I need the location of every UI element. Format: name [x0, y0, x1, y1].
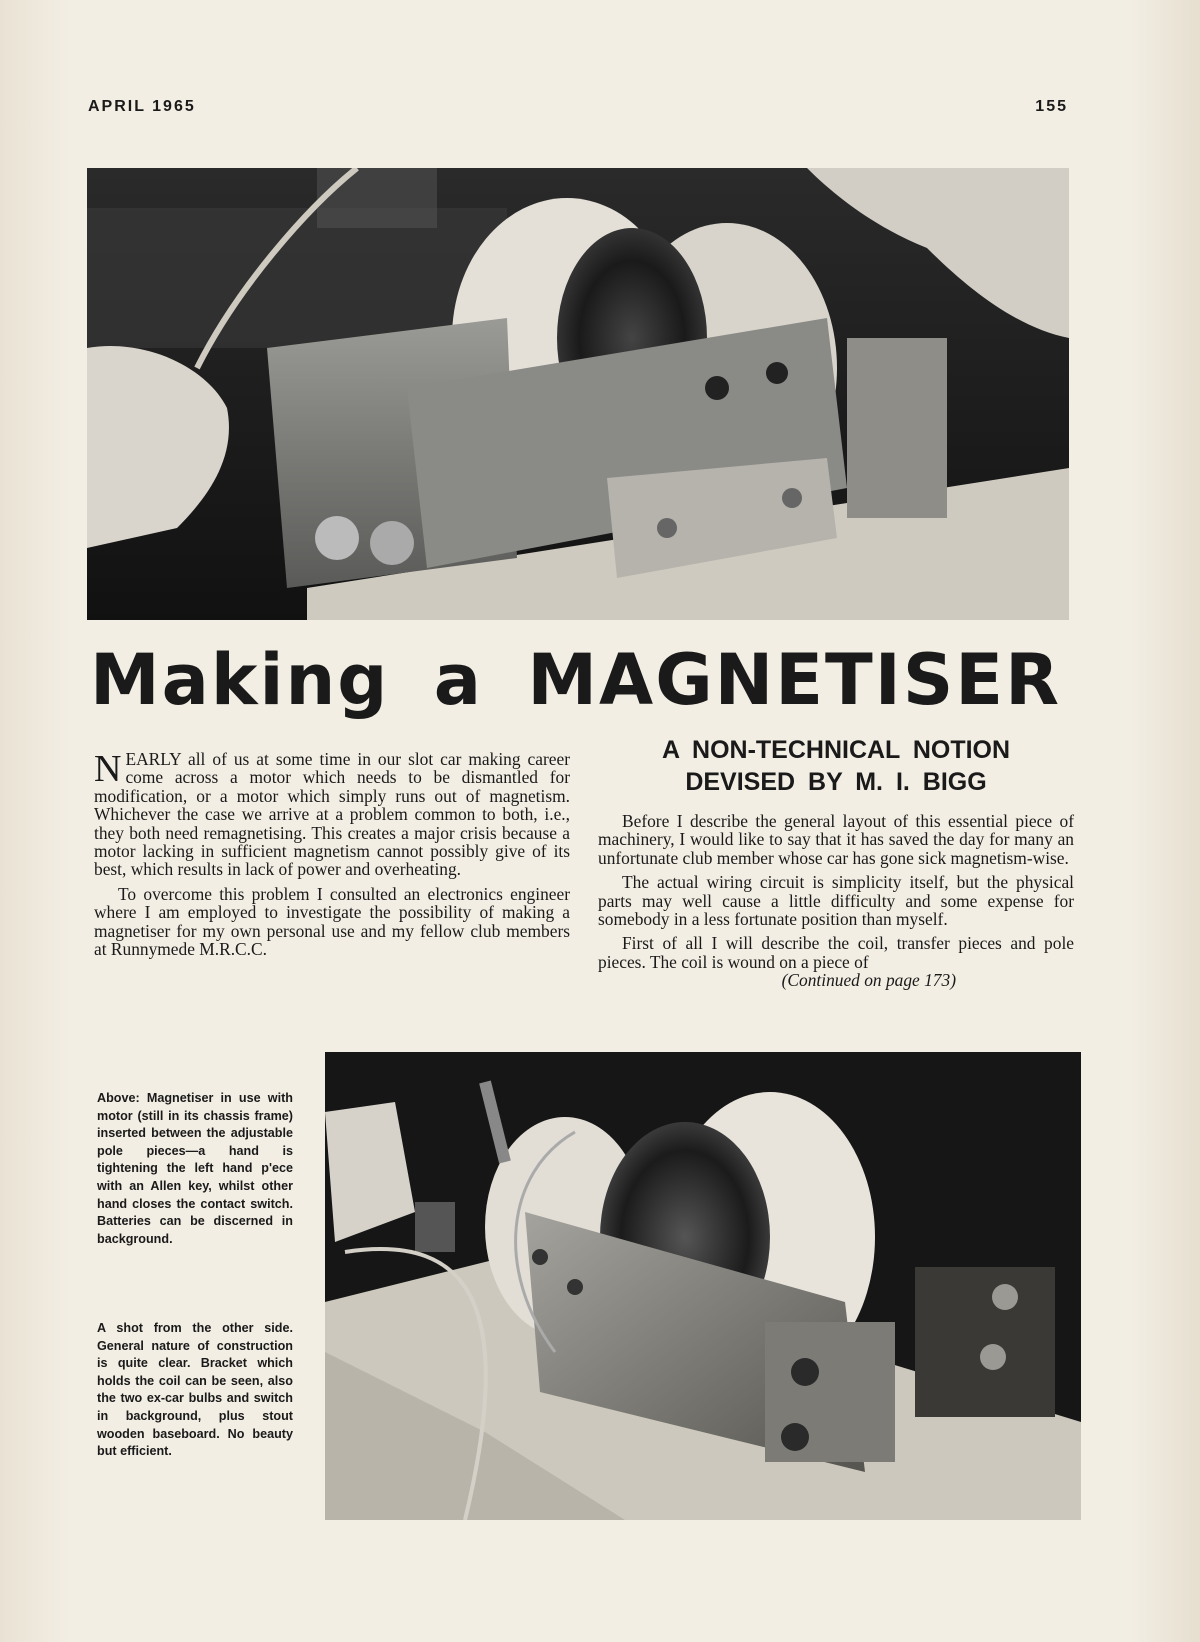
- continued-text: (Continued on page 173): [781, 970, 956, 991]
- subtitle-line-1: A NON-TECHNICAL NOTION: [661, 736, 1011, 764]
- page-number: 155: [1035, 98, 1068, 115]
- subtitle-line-2: DEVISED BY M. I. BIGG: [685, 768, 987, 796]
- paragraph-4: The actual wiring circuit is simplicity itself, but the physical parts may well cause a little difficulty and some expense for somebody in a less fortunate position than myself.: [598, 872, 1074, 930]
- paragraph-5: First of all I will describe the coil, transfer pieces and pole pieces. The coil is wound on a piece of: [598, 933, 1074, 972]
- magnetiser-in-use-image: [87, 168, 1069, 620]
- paragraph-1-text: EARLY all of us at some time in our slot car making career come across a motor which needs to be dismantled for modification, or a motor which simply runs out of magnetism. Whichever the case we arrive at a problem common to both, i.e., they both need remagnetising. This creates a major crisis because a motor lacking in sufficient magnetism cannot possibly give of its best, which results in lack of power and overheating.: [94, 749, 570, 880]
- paragraph-3: Before I describe the general layout of this essential piece of machinery, I would like to say that it has saved the day for many an unfortunate club member whose car has gone sick magnetism-wise.: [598, 811, 1074, 868]
- article-title: Making a MAGNETISER: [90, 639, 1061, 721]
- issue-date: APRIL 1965: [88, 98, 196, 115]
- magnetiser-photo-top: [87, 168, 1069, 620]
- drop-cap: N: [94, 748, 122, 790]
- caption-bottom-photo: A shot from the other side. General nature of construction is quite clear. Bracket which holds the coil can be seen, also the two ex-car bulbs and switch in background, plus stout wooden baseboard. No beauty but efficient.: [97, 1321, 293, 1459]
- magnetiser-photo-bottom: [325, 1052, 1081, 1520]
- body-column-left: [94, 750, 570, 964]
- body-column-right: [598, 812, 1074, 990]
- continued-note: [598, 971, 956, 989]
- caption-top-photo: Above: Magnetiser in use with motor (still in its chassis frame) inserted between the adjustable pole pieces—a hand is tightening the left hand p'ece with an Allen key, whilst other hand closes the contact switch. Batteries can be discerned in background.: [97, 1091, 293, 1246]
- magnetiser-other-side-image: [325, 1052, 1081, 1520]
- running-header: [88, 98, 1068, 116]
- paragraph-2: To overcome this problem I consulted an electronics engineer where I am employed to investigate the possibility of making a magnetiser for my own personal use and my fellow club members at Runnymede M.R.C.C.: [94, 883, 570, 960]
- article-subtitle: [598, 734, 1074, 798]
- paragraph-1: [94, 750, 570, 879]
